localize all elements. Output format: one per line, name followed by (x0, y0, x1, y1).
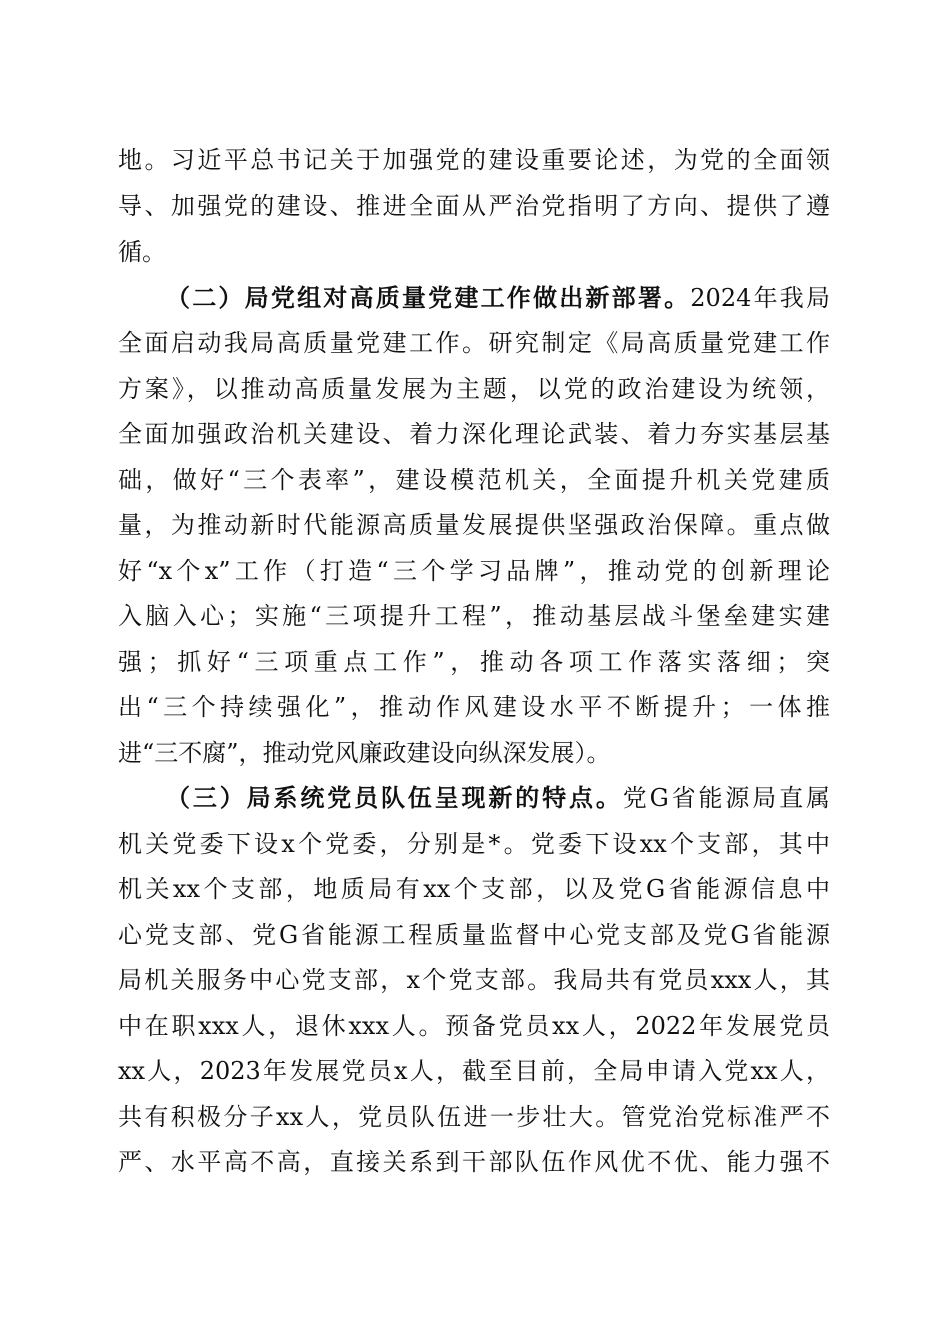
para3-line-8: 共有积极分子xx人，党员队伍进一步壮大。管党治党标准严不 (118, 1103, 830, 1131)
para3-first-line-text: 党G省能源局直属 (622, 784, 831, 812)
para2-line-10: 出“三个持续强化”，推动作风建设水平不断提升；一体推 (118, 693, 830, 721)
para2-line-6: 量，为推动新时代能源高质量发展提供坚强政治保障。重点做 (118, 511, 830, 539)
para2-line-9: 强；抓好“三项重点工作”，推动各项工作落实落细；突 (118, 648, 830, 676)
para3-line-2: 机关党委下设x个党委，分别是*。党委下设xx个支部，其中 (118, 830, 830, 858)
para3-heading: （三）局系统党员队伍呈现新的特点。 (166, 783, 623, 812)
para2-line-5: 础，做好“三个表率”，建设模范机关，全面提升机关党建质 (118, 466, 830, 494)
para3-line-7: xx人，2023年发展党员x人，截至目前，全局申请入党xx人， (118, 1057, 830, 1085)
para2-line-3: 方案》，以推动高质量发展为主题，以党的政治建设为统领， (118, 375, 830, 403)
para3-first-line (166, 776, 830, 820)
para2-heading: （二）局党组对高质量党建工作做出新部署。 (166, 283, 691, 312)
para1-line-1: 地。习近平总书记关于加强党的建设重要论述，为党的全面领 (118, 146, 830, 174)
para2-line-11: 进“三不腐”，推动党风廉政建设向纵深发展）。 (118, 739, 611, 767)
para1-line-2: 导、加强党的建设、推进全面从严治党指明了方向、提供了遵 (118, 192, 830, 220)
para3-line-4: 心党支部、党G省能源工程质量监督中心党支部及党G省能源 (118, 921, 830, 949)
para3-line-9: 严、水平高不高，直接关系到干部队伍作风优不优、能力强不 (118, 1148, 830, 1176)
para3-line-5: 局机关服务中心党支部，x个党支部。我局共有党员xxx人，其 (118, 966, 830, 994)
para2-line-4: 全面加强政治机关建设、着力深化理论武装、着力夯实基层基 (118, 420, 830, 448)
para2-first-line (166, 276, 830, 320)
para2-line-7: 好“x个x”工作（打造“三个学习品牌”，推动党的创新理论 (118, 557, 830, 585)
para3-line-3: 机关xx个支部，地质局有xx个支部，以及党G省能源信息中 (118, 875, 830, 903)
para2-first-line-text: 2024年我局 (690, 284, 831, 312)
para3-line-6: 中在职xxx人，退休xxx人。预备党员xx人，2022年发展党员 (118, 1012, 830, 1040)
para2-line-8: 入脑入心；实施“三项提升工程”，推动基层战斗堡垒建实建 (118, 602, 830, 630)
para1-line-3: 循。 (118, 238, 166, 266)
para2-line-2: 全面启动我局高质量党建工作。研究制定《局高质量党建工作 (118, 329, 830, 357)
